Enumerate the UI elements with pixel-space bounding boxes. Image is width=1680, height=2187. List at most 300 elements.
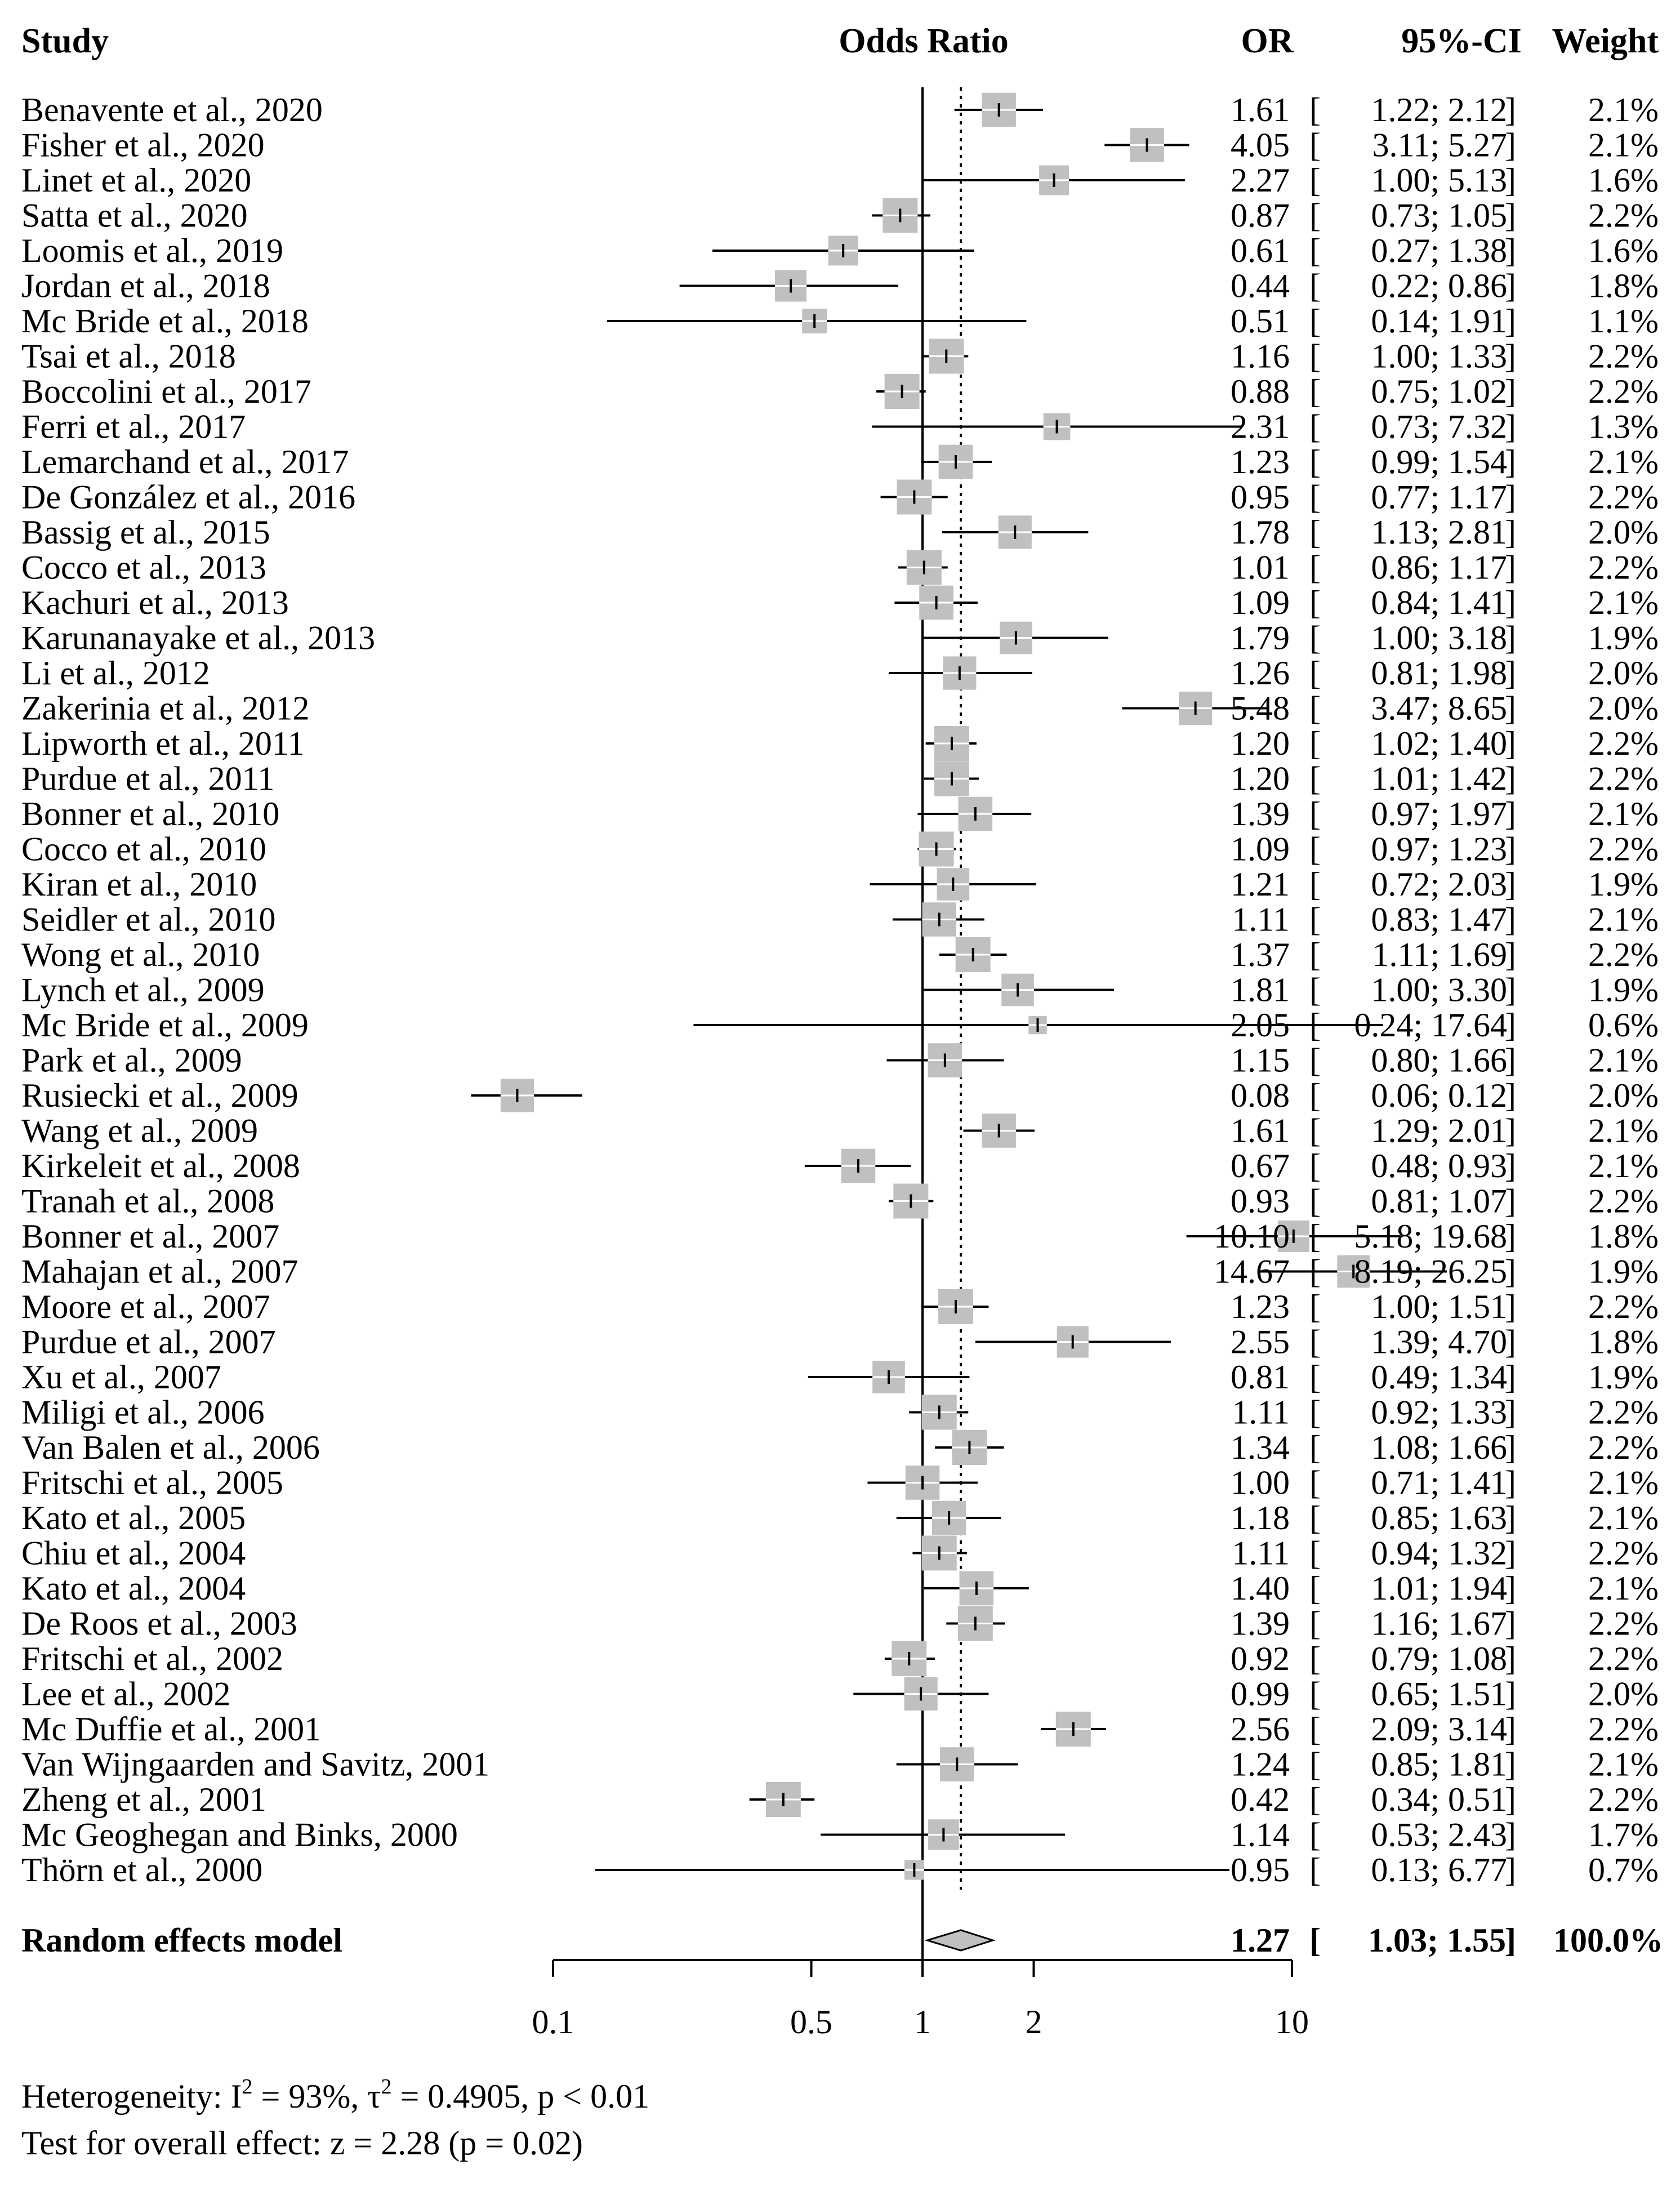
- weight-value: 2.2%: [1588, 478, 1659, 516]
- ci-bracket-left: [: [1309, 1429, 1321, 1466]
- or-value: 1.21: [1231, 866, 1290, 903]
- ci-bracket-right: ]: [1505, 1464, 1516, 1502]
- ci-bracket-right: ]: [1505, 1640, 1516, 1677]
- study-name: Purdue et al., 2011: [21, 760, 275, 798]
- ci-value: 0.81; 1.98: [1371, 654, 1507, 692]
- summary-label: Random effects model: [21, 1922, 342, 1959]
- study-name: Cocco et al., 2010: [21, 830, 266, 868]
- or-value: 0.51: [1231, 302, 1290, 340]
- ci-bracket-left: [: [1309, 1218, 1321, 1255]
- study-name: Boccolini et al., 2017: [21, 373, 311, 410]
- or-value: 2.31: [1231, 408, 1290, 446]
- or-value: 1.37: [1231, 936, 1290, 973]
- study-name: Ferri et al., 2017: [21, 408, 246, 446]
- study-name: Bonner et al., 2007: [21, 1218, 280, 1255]
- tau2-superscript: 2: [381, 2075, 392, 2099]
- ci-bracket-left: [: [1309, 1253, 1321, 1290]
- weight-value: 2.0%: [1588, 689, 1659, 727]
- ci-bracket-left: [: [1309, 443, 1321, 480]
- ci-value: 1.16; 1.67: [1371, 1605, 1507, 1642]
- ci-bracket-left: [: [1309, 162, 1321, 199]
- ci-bracket-right: ]: [1505, 1534, 1516, 1572]
- ci-value: 0.14; 1.91: [1371, 302, 1507, 340]
- ci-bracket-right: ]: [1505, 1711, 1516, 1748]
- ci-bracket-right: ]: [1505, 584, 1516, 621]
- study-name: Chiu et al., 2004: [21, 1534, 246, 1572]
- ci-bracket-left: [: [1309, 197, 1321, 234]
- ci-bracket-left: [: [1309, 760, 1321, 798]
- ci-bracket-left: [: [1309, 901, 1321, 938]
- or-value: 1.26: [1231, 654, 1290, 692]
- or-value: 1.61: [1231, 1112, 1290, 1150]
- ci-bracket-left: [: [1309, 654, 1321, 692]
- or-value: 0.67: [1231, 1147, 1290, 1184]
- weight-value: 2.1%: [1588, 126, 1659, 164]
- weight-value: 2.1%: [1588, 1112, 1659, 1150]
- ci-value: 1.01; 1.94: [1371, 1570, 1507, 1607]
- ci-value: 0.27; 1.38: [1371, 232, 1507, 269]
- weight-value: 1.9%: [1588, 1358, 1659, 1396]
- study-name: Benavente et al., 2020: [21, 91, 323, 128]
- ci-bracket-right: ]: [1505, 1112, 1516, 1150]
- weight-value: 2.2%: [1588, 1781, 1659, 1818]
- summary-ci: 1.03; 1.55: [1368, 1922, 1506, 1959]
- weight-value: 2.2%: [1588, 1429, 1659, 1466]
- weight-value: 1.6%: [1588, 232, 1659, 269]
- study-name: Cocco et al., 2013: [21, 549, 266, 586]
- weight-value: 1.8%: [1588, 1323, 1659, 1361]
- weight-value: 2.1%: [1588, 1464, 1659, 1502]
- study-name: Mahajan et al., 2007: [21, 1253, 298, 1290]
- weight-value: 2.1%: [1588, 91, 1659, 128]
- weight-value: 2.2%: [1588, 197, 1659, 234]
- weight-value: 1.7%: [1588, 1816, 1659, 1854]
- ci-value: 0.97; 1.97: [1371, 795, 1507, 832]
- ci-bracket-left: [: [1309, 232, 1321, 269]
- ci-bracket-right: ]: [1505, 689, 1516, 727]
- or-value: 10.10: [1214, 1218, 1290, 1255]
- ci-bracket-left: [: [1309, 1675, 1321, 1713]
- study-name: Lee et al., 2002: [21, 1675, 231, 1713]
- ci-bracket-left: [: [1309, 1147, 1321, 1184]
- ci-bracket-right: ]: [1505, 1253, 1516, 1290]
- ci-value: 0.97; 1.23: [1371, 830, 1507, 868]
- summary-ci-bracket-right: ]: [1505, 1922, 1516, 1959]
- weight-value: 0.6%: [1588, 1006, 1659, 1044]
- weight-value: 2.2%: [1588, 1711, 1659, 1748]
- ci-value: 1.00; 5.13: [1371, 162, 1507, 199]
- ci-value: 1.29; 2.01: [1371, 1112, 1507, 1150]
- study-name: Zakerinia et al., 2012: [21, 689, 310, 727]
- study-name: Mc Bride et al., 2018: [21, 302, 309, 340]
- weight-value: 2.1%: [1588, 1570, 1659, 1607]
- or-value: 1.09: [1231, 584, 1290, 621]
- ci-bracket-right: ]: [1505, 1323, 1516, 1361]
- ci-bracket-right: ]: [1505, 1781, 1516, 1818]
- ci-bracket-left: [: [1309, 1640, 1321, 1677]
- or-value: 0.44: [1231, 267, 1290, 305]
- or-value: 0.88: [1231, 373, 1290, 410]
- weight-value: 1.3%: [1588, 408, 1659, 446]
- ci-bracket-left: [: [1309, 549, 1321, 586]
- or-value: 1.78: [1231, 514, 1290, 551]
- ci-bracket-right: ]: [1505, 1147, 1516, 1184]
- or-value: 1.23: [1231, 443, 1290, 480]
- weight-value: 2.1%: [1588, 1147, 1659, 1184]
- ci-value: 1.00; 3.30: [1371, 971, 1507, 1009]
- ci-value: 0.72; 2.03: [1371, 866, 1507, 903]
- ci-value: 1.22; 2.12: [1371, 91, 1507, 128]
- ci-value: 0.48; 0.93: [1371, 1147, 1507, 1184]
- ci-bracket-right: ]: [1505, 267, 1516, 305]
- ci-value: 0.24; 17.64: [1354, 1006, 1507, 1044]
- or-value: 1.16: [1231, 337, 1290, 375]
- ci-bracket-right: ]: [1505, 1393, 1516, 1431]
- ci-bracket-right: ]: [1505, 1499, 1516, 1536]
- weight-value: 1.9%: [1588, 1253, 1659, 1290]
- or-value: 1.40: [1231, 1570, 1290, 1607]
- or-value: 2.27: [1231, 162, 1290, 199]
- study-name: Lemarchand et al., 2017: [21, 443, 349, 480]
- ci-bracket-left: [: [1309, 1077, 1321, 1114]
- ci-bracket-right: ]: [1505, 830, 1516, 868]
- weight-value: 1.8%: [1588, 267, 1659, 305]
- summary-or: 1.27: [1231, 1922, 1290, 1959]
- weight-value: 2.2%: [1588, 936, 1659, 973]
- or-value: 1.20: [1231, 760, 1290, 798]
- ci-value: 1.39; 4.70: [1371, 1323, 1507, 1361]
- study-name: Bonner et al., 2010: [21, 795, 280, 832]
- weight-value: 1.1%: [1588, 302, 1659, 340]
- or-value: 0.81: [1231, 1358, 1290, 1396]
- ci-bracket-right: ]: [1505, 725, 1516, 762]
- weight-value: 2.2%: [1588, 1182, 1659, 1220]
- study-name: Tranah et al., 2008: [21, 1182, 275, 1220]
- ci-value: 0.34; 0.51: [1371, 1781, 1507, 1818]
- weight-value: 1.6%: [1588, 162, 1659, 199]
- ci-bracket-left: [: [1309, 1534, 1321, 1572]
- ci-value: 1.00; 1.51: [1371, 1288, 1507, 1325]
- ci-bracket-right: ]: [1505, 197, 1516, 234]
- or-value: 0.61: [1231, 232, 1290, 269]
- study-name: Moore et al., 2007: [21, 1288, 270, 1325]
- or-value: 0.95: [1231, 1851, 1290, 1888]
- weight-value: 2.2%: [1588, 725, 1659, 762]
- ci-value: 3.11; 5.27: [1372, 126, 1507, 164]
- header-or: OR: [1241, 22, 1294, 60]
- weight-value: 0.7%: [1588, 1851, 1659, 1888]
- x-tick-label: 0.1: [532, 2003, 574, 2041]
- weight-value: 2.1%: [1588, 901, 1659, 938]
- weight-value: 2.2%: [1588, 760, 1659, 798]
- study-name: Li et al., 2012: [21, 654, 210, 692]
- ci-bracket-left: [: [1309, 337, 1321, 375]
- ci-bracket-left: [: [1309, 1816, 1321, 1854]
- ci-value: 0.65; 1.51: [1371, 1675, 1507, 1713]
- study-name: Miligi et al., 2006: [21, 1393, 265, 1431]
- study-name: Linet et al., 2020: [21, 162, 252, 199]
- study-name: Zheng et al., 2001: [21, 1781, 266, 1818]
- weight-value: 1.9%: [1588, 971, 1659, 1009]
- or-value: 1.00: [1231, 1464, 1290, 1502]
- ci-value: 1.08; 1.66: [1371, 1429, 1507, 1466]
- weight-value: 2.1%: [1588, 1745, 1659, 1783]
- or-value: 0.42: [1231, 1781, 1290, 1818]
- or-value: 1.79: [1231, 619, 1290, 657]
- ci-value: 0.84; 1.41: [1371, 584, 1507, 621]
- ci-bracket-right: ]: [1505, 337, 1516, 375]
- ci-bracket-right: ]: [1505, 1745, 1516, 1783]
- weight-value: 2.0%: [1588, 514, 1659, 551]
- or-value: 4.05: [1231, 126, 1290, 164]
- or-value: 1.11: [1232, 1534, 1290, 1572]
- ci-value: 0.71; 1.41: [1371, 1464, 1507, 1502]
- ci-value: 1.02; 1.40: [1371, 725, 1507, 762]
- heterogeneity-prefix: Heterogeneity: I: [21, 2078, 242, 2115]
- study-name: Bassig et al., 2015: [21, 514, 270, 551]
- weight-value: 2.2%: [1588, 1605, 1659, 1642]
- weight-value: 2.1%: [1588, 443, 1659, 480]
- or-value: 0.87: [1231, 197, 1290, 234]
- ci-bracket-right: ]: [1505, 1605, 1516, 1642]
- ci-bracket-left: [: [1309, 1605, 1321, 1642]
- ci-bracket-right: ]: [1505, 619, 1516, 657]
- ci-bracket-left: [: [1309, 619, 1321, 657]
- study-name: Van Wijngaarden and Savitz, 2001: [21, 1745, 490, 1783]
- or-value: 1.81: [1231, 971, 1290, 1009]
- ci-bracket-right: ]: [1505, 1429, 1516, 1466]
- ci-bracket-right: ]: [1505, 1218, 1516, 1255]
- ci-value: 8.19; 26.25: [1354, 1253, 1507, 1290]
- ci-value: 0.81; 1.07: [1371, 1182, 1507, 1220]
- weight-value: 2.2%: [1588, 549, 1659, 586]
- x-tick-label: 10: [1275, 2003, 1309, 2041]
- ci-value: 0.75; 1.02: [1371, 373, 1507, 410]
- ci-bracket-left: [: [1309, 1711, 1321, 1748]
- ci-bracket-right: ]: [1505, 760, 1516, 798]
- or-value: 1.14: [1231, 1816, 1290, 1854]
- ci-bracket-left: [: [1309, 1851, 1321, 1888]
- or-value: 0.99: [1231, 1675, 1290, 1713]
- weight-value: 1.9%: [1588, 619, 1659, 657]
- weight-value: 2.2%: [1588, 1534, 1659, 1572]
- ci-bracket-right: ]: [1505, 654, 1516, 692]
- ci-value: 0.85; 1.81: [1371, 1745, 1507, 1783]
- or-value: 2.05: [1231, 1006, 1290, 1044]
- ci-bracket-left: [: [1309, 971, 1321, 1009]
- header-study: Study: [21, 22, 109, 60]
- header-weight: Weight: [1552, 22, 1659, 60]
- ci-bracket-left: [: [1309, 1781, 1321, 1818]
- ci-bracket-right: ]: [1505, 1077, 1516, 1114]
- or-value: 1.15: [1231, 1041, 1290, 1079]
- ci-value: 0.22; 0.86: [1371, 267, 1507, 305]
- ci-bracket-right: ]: [1505, 302, 1516, 340]
- weight-value: 2.1%: [1588, 1041, 1659, 1079]
- study-name: Kirkeleit et al., 2008: [21, 1147, 300, 1184]
- ci-bracket-right: ]: [1505, 408, 1516, 446]
- study-name: Lipworth et al., 2011: [21, 725, 305, 762]
- ci-bracket-right: ]: [1505, 1816, 1516, 1854]
- weight-value: 1.9%: [1588, 866, 1659, 903]
- or-value: 1.09: [1231, 830, 1290, 868]
- ci-value: 1.11; 1.69: [1372, 936, 1507, 973]
- ci-value: 5.18; 19.68: [1354, 1218, 1507, 1255]
- ci-bracket-right: ]: [1505, 1358, 1516, 1396]
- weight-value: 2.1%: [1588, 1499, 1659, 1536]
- summary-ci-bracket-left: [: [1309, 1922, 1321, 1959]
- ci-value: 2.09; 3.14: [1371, 1711, 1507, 1748]
- ci-bracket-left: [: [1309, 936, 1321, 973]
- ci-value: 0.85; 1.63: [1371, 1499, 1507, 1536]
- study-name: Jordan et al., 2018: [21, 267, 270, 305]
- ci-value: 0.77; 1.17: [1371, 478, 1507, 516]
- study-name: Mc Duffie et al., 2001: [21, 1711, 322, 1748]
- weight-value: 2.1%: [1588, 584, 1659, 621]
- ci-value: 0.73; 1.05: [1371, 197, 1507, 234]
- ci-bracket-right: ]: [1505, 232, 1516, 269]
- study-name: Mc Bride et al., 2009: [21, 1006, 309, 1044]
- ci-bracket-right: ]: [1505, 91, 1516, 128]
- study-name: Wang et al., 2009: [21, 1112, 259, 1150]
- or-value: 0.92: [1231, 1640, 1290, 1677]
- ci-value: 1.00; 1.33: [1371, 337, 1507, 375]
- or-value: 14.67: [1214, 1253, 1290, 1290]
- study-name: Wong et al., 2010: [21, 936, 260, 973]
- weight-value: 2.2%: [1588, 1393, 1659, 1431]
- ci-bracket-left: [: [1309, 725, 1321, 762]
- x-tick-label: 1: [914, 2003, 931, 2041]
- summary-diamond: [927, 1930, 992, 1950]
- or-value: 2.56: [1231, 1711, 1290, 1748]
- ci-bracket-right: ]: [1505, 549, 1516, 586]
- ci-bracket-left: [: [1309, 478, 1321, 516]
- plot-area: [21, 87, 1663, 2041]
- study-name: Rusiecki et al., 2009: [21, 1077, 298, 1114]
- ci-bracket-right: ]: [1505, 1570, 1516, 1607]
- ci-bracket-right: ]: [1505, 1675, 1516, 1713]
- or-value: 1.61: [1231, 91, 1290, 128]
- or-value: 1.11: [1232, 901, 1290, 938]
- ci-bracket-right: ]: [1505, 971, 1516, 1009]
- ci-bracket-right: ]: [1505, 126, 1516, 164]
- ci-bracket-left: [: [1309, 584, 1321, 621]
- or-value: 2.55: [1231, 1323, 1290, 1361]
- ci-value: 0.83; 1.47: [1371, 901, 1507, 938]
- ci-bracket-left: [: [1309, 1464, 1321, 1502]
- ci-bracket-right: ]: [1505, 1182, 1516, 1220]
- weight-value: 2.2%: [1588, 337, 1659, 375]
- ci-bracket-left: [: [1309, 1570, 1321, 1607]
- x-tick-label: 0.5: [790, 2003, 833, 2041]
- or-value: 1.18: [1231, 1499, 1290, 1536]
- study-name: Fisher et al., 2020: [21, 126, 265, 164]
- ci-value: 0.86; 1.17: [1371, 549, 1507, 586]
- ci-value: 0.80; 1.66: [1371, 1041, 1507, 1079]
- ci-bracket-right: ]: [1505, 1006, 1516, 1044]
- ci-bracket-left: [: [1309, 1323, 1321, 1361]
- weight-value: 2.0%: [1588, 1675, 1659, 1713]
- weight-value: 2.0%: [1588, 1077, 1659, 1114]
- study-name: Karunanayake et al., 2013: [21, 619, 376, 657]
- study-name: Kiran et al., 2010: [21, 866, 257, 903]
- ci-value: 0.94; 1.32: [1371, 1534, 1507, 1572]
- weight-value: 2.2%: [1588, 1288, 1659, 1325]
- ci-value: 0.13; 6.77: [1371, 1851, 1507, 1888]
- ci-bracket-right: ]: [1505, 1851, 1516, 1888]
- weight-value: 2.2%: [1588, 830, 1659, 868]
- study-name: Park et al., 2009: [21, 1041, 242, 1079]
- study-name: Mc Geoghegan and Binks, 2000: [21, 1816, 458, 1854]
- ci-value: 0.73; 7.32: [1371, 408, 1507, 446]
- or-value: 1.39: [1231, 1605, 1290, 1642]
- ci-bracket-right: ]: [1505, 162, 1516, 199]
- ci-bracket-right: ]: [1505, 1288, 1516, 1325]
- weight-value: 1.8%: [1588, 1218, 1659, 1255]
- study-name: Fritschi et al., 2002: [21, 1640, 283, 1677]
- study-name: Purdue et al., 2007: [21, 1323, 276, 1361]
- study-name: Lynch et al., 2009: [21, 971, 265, 1009]
- overall-effect-text: Test for overall effect: z = 2.28 (p = 0.02): [21, 2124, 583, 2162]
- ci-bracket-left: [: [1309, 408, 1321, 446]
- ci-bracket-left: [: [1309, 795, 1321, 832]
- header-odds-ratio: Odds Ratio: [839, 22, 1009, 60]
- ci-value: 0.53; 2.43: [1371, 1816, 1507, 1854]
- ci-bracket-left: [: [1309, 1499, 1321, 1536]
- study-name: Fritschi et al., 2005: [21, 1464, 283, 1502]
- ci-bracket-right: ]: [1505, 936, 1516, 973]
- study-name: Seidler et al., 2010: [21, 901, 276, 938]
- study-name: Kachuri et al., 2013: [21, 584, 289, 621]
- ci-bracket-left: [: [1309, 267, 1321, 305]
- ci-bracket-left: [: [1309, 91, 1321, 128]
- x-tick-label: 2: [1025, 2003, 1042, 2041]
- ci-bracket-left: [: [1309, 302, 1321, 340]
- weight-value: 2.2%: [1588, 373, 1659, 410]
- i2-superscript: 2: [242, 2075, 253, 2099]
- ci-bracket-right: ]: [1505, 866, 1516, 903]
- ci-bracket-right: ]: [1505, 373, 1516, 410]
- tau2-value: = 0.4905, p < 0.01: [391, 2078, 650, 2115]
- or-value: 1.34: [1231, 1429, 1290, 1466]
- study-name: Kato et al., 2004: [21, 1570, 246, 1607]
- ci-bracket-left: [: [1309, 1393, 1321, 1431]
- or-value: 1.20: [1231, 725, 1290, 762]
- weight-value: 2.2%: [1588, 1640, 1659, 1677]
- ci-bracket-left: [: [1309, 830, 1321, 868]
- or-value: 1.01: [1231, 549, 1290, 586]
- study-name: De Roos et al., 2003: [21, 1605, 297, 1642]
- ci-bracket-right: ]: [1505, 478, 1516, 516]
- study-name: Satta et al., 2020: [21, 197, 248, 234]
- ci-bracket-left: [: [1309, 1288, 1321, 1325]
- summary-weight: 100.0%: [1553, 1922, 1663, 1959]
- or-value: 1.24: [1231, 1745, 1290, 1783]
- or-value: 0.08: [1231, 1077, 1290, 1114]
- study-name: Kato et al., 2005: [21, 1499, 246, 1536]
- ci-value: 0.06; 0.12: [1371, 1077, 1507, 1114]
- ci-bracket-left: [: [1309, 689, 1321, 727]
- i2-value: = 93%, τ: [252, 2078, 381, 2115]
- study-name: De González et al., 2016: [21, 478, 356, 516]
- ci-value: 0.99; 1.54: [1371, 443, 1507, 480]
- ci-value: 1.00; 3.18: [1371, 619, 1507, 657]
- ci-value: 0.92; 1.33: [1371, 1393, 1507, 1431]
- ci-bracket-right: ]: [1505, 795, 1516, 832]
- ci-value: 3.47; 8.65: [1371, 689, 1507, 727]
- ci-value: 0.79; 1.08: [1371, 1640, 1507, 1677]
- ci-bracket-left: [: [1309, 126, 1321, 164]
